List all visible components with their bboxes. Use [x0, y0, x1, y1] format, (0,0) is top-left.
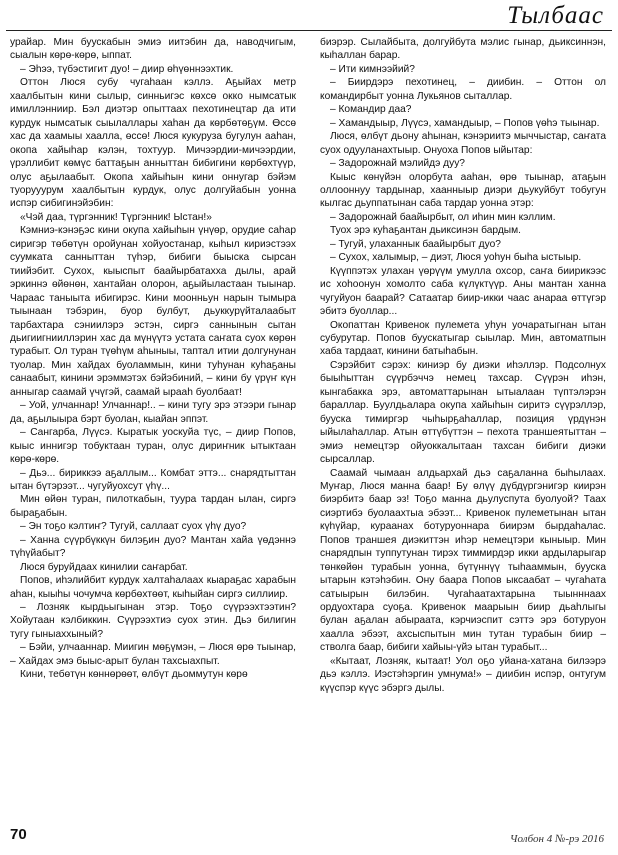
paragraph: Окопаттан Кривенок пулемета уһун уочаратыгнан ытан субурутар. Попов буускатыгар сыылар. Мин, автоматпын хаба тардаат, кинини батыһабын. — [320, 319, 606, 358]
paragraph: Кыыс көнүйэн олорбута ааһан, өрө тыынар, атаҕын оллооннуу тардынар, хаанныыр диэри дьукуйбут тобугун кылгас дьуппатынан саба тардар уонна этэр: — [320, 171, 606, 210]
paragraph: Туох эрэ куһаҕантан дьиксинэн бардым. — [330, 225, 521, 237]
paragraph: – Уой, улчаннар! Улчаннар!.. – кини тугу эрэ этээри гынар да, аҕылыыра бэрт буолан, кыайан эппэт. — [10, 400, 296, 425]
paragraph: – Лозняк кырдьыгынан этэр. Тоҕо сүүрээхтээтин? Хойутаан кэлбиккин. Сүүрээхтиэ суох этин. Дьэ билигин тугу гыныаххыный? — [10, 602, 296, 640]
paragraph: – Дьэ... бириккээ аҕаллым... Комбат эттэ... снарядтыттан ытан бүтэрээт... чугуйуохсут үһү... — [10, 467, 296, 492]
paragraph: Кэмниэ-кэнэҕэс кини окупа хайыһын үнүөр, орудие саһар сиригэр төбөтүн оройунан хойуостанар, кыһыл кириэстээх суумката санныттан түһэр, бибиги быыска сырсан тиийэбит. Сухох, кыыспыт баайырбатахха дылы, арай эркиннэ өйөнөн, хантайан олорон, аҕыйыластаан тыынар. Чараас таныыта ибигирэс. Кини моонньун нарын тымыра тыынаан тэбэрин, буор булбут, дьуккурүйталаабыт тарбахтара сэниилэрэ эстэн, сиргэ саннынын сытан дьигиигнииллэрин хас да мүнүүтэ устата саҥата суох көрөн турабыт. Ол туран түөһүм аһыныы, таптал итии долгунунан туолар. Мин хайдах буоламмын, кини туһунан куһаҕаны санаабыт, кинини эрэммэтэх бэйэбиний, – кини бу үрүҥ күн анныгар саамай үчүгэй, саамай ырааһ буолбаат! — [10, 225, 296, 398]
page-header — [0, 0, 618, 32]
paragraph: – Задорожнай мэлийдэ дуу? — [330, 158, 465, 170]
page-number: 70 — [10, 826, 27, 843]
paragraph: Сэрэйбит сэрэх: киниэр бу диэки иһэллэр. Подсолнух быыһыттан сүүрбэччэ немец тахсар. Сүүрэн иһэн, кынгабакка эрэ, автоматтарынан ытыалаан түптэлэрэн бараллар. Буулдьалара окупа хайыһын сиритэ сүүрэллэр, бууска тимиргэр чыһырҕаһаллар, позиция үрдүнэн ыйылаһаллар. Атын өттүбүттэн – пехота траншеятыттан – эмиэ немецтэр ойуоккалытаан тахсан бибиги диэки сырсаллар. — [320, 359, 606, 466]
paragraph: «Чэй даа, түргэнник! Түргэнник! Ыстан!» — [20, 211, 212, 223]
left-column — [10, 36, 296, 682]
paragraph: – Задорожнай баайырбыт, ол иһин мин кэллим. — [330, 211, 556, 223]
paragraph: Мин өйөн туран, пилоткабын, туура тардан ылан, сиргэ быраҕабын. — [10, 494, 296, 519]
paragraph: – Бэйи, улчааннар. Миигин мөҕүмэн, – Люся өрө тыынар, – Хайдах эмэ быыс-арыт булан тахсыахпыт. — [10, 642, 296, 667]
section-title: Тылбаас — [507, 2, 604, 29]
paragraph: – Хамандыыр, Лүүсэ, хамандыыр, – Попов үөһэ тыынар. — [330, 117, 600, 129]
paragraph: биэрэр. Сылайбыта, долгуйбута мэлис гынар, дьиксиннэн, кыһаллан барар. — [320, 37, 606, 62]
paragraph: – Биирдэрэ пехотинец, – диибин. – Оттон ол командирбыт уонна Лукьянов сыталлар. — [320, 77, 606, 102]
paragraph: – Тугуй, улаханнык баайырбыт дуо? — [330, 238, 501, 250]
paragraph: – Командир даа? — [330, 104, 412, 116]
paragraph: Саамай чымаан алдьархай дьэ саҕаланна быһылаах. Муҥар, Люся манна баар! Бу өлүү дүбдүргэнигэр киирэн биэрбитэ баар эз! Тоҕо манна дьулуспута буолуой? Таах сиэртибэ буолаахтыа эбээт... Кривенок пулеметынан ытан күһүйар, кураанах ботуруоннара биирэм бырдаһалас. Попов траншея диэкиттэн иһэр немецтэри кыныыр. Мин снарядпын туппутунан тирэх тиммирдэр икки ардыларыгар төнкөйөн турабын уонна, бүтүннүү тыһааммын, бууска ытарын кэтэһэбин. Ону баара Попов ыксаабат – чугаһата сатыырын билэбин. Чугаһаатахтарына тыынннаах ордуохтара суоҕа. Кривенок маарыын биир дьаһлыгы булан аҕалан абыраата, кэрчиэспит сэттэ эрэ ботуруон хаалла эбээт, ахсыспытын мин тутан турабын биир – стволга баар, бибиги хайыы-үйэ ытан турабыт... — [320, 467, 606, 654]
paragraph: Оттон Люся субу чугаһаан кэллэ. Аҕыйах метр хаалбытын кини сылыр, синньигэс көхсө окко нымсатык имиллэнниир. Бэл диэтэр опыттаах пехотинецтар да ити курдук нымсатык сыылаллары хаһан да көрбөтөҕүм. Өссө хас да хаамыы хаалла, өссө! Люся кукуруза бугулун ааһан, окопа хайыһар кэлэн, тохтуур. Мичээрдии-мичээрдии, үрэллибит көмүс баттаҕын анныттан бибигини көрбөхтүүр, олус аҕылаабыт. Окопа хайыһын кини оннугар бэйэм туорууурум хаалбытын курдук, олус долгуйабын уонна испэр сибигинэйэбин: — [10, 77, 296, 210]
paragraph: Попов, иһэлийбит курдук халтаһалаах кыараҕас харабын аһан, кыыһы чочумча көрбөхтөөт, кыһыйан сиргэ силлиир. — [10, 575, 296, 600]
paragraph: Кини, тебөтүн көннөрөөт, өлбүт дьоммутун көрө — [20, 669, 248, 681]
paragraph: Күүппэтэх улахан үөрүүм умулла охсор, саҥа биирикээс ис хоhоонун хомолто саба күлүктүүр. Аны мантан ханна чугуйуон баарай? Сатаатар биир-икки чаас анараа өттүгэр эбитэ буоллар... — [320, 265, 606, 318]
right-column — [320, 36, 606, 695]
paragraph: – Ити кимнээйий? — [330, 63, 415, 75]
paragraph: – Сухох, халымыр, – диэт, Люся уоһун быһа ыстыыр. — [330, 252, 582, 264]
paragraph: – Эн тоҕо кэлтиҥ? Тугуй, саллаат суох үһү дуо? — [20, 521, 247, 533]
paragraph: – Сангарба, Лүүсэ. Кыратык уоскуйа түс, – диир Попов, кыыс иннигэр тобуктаан туран, олус дириҥник ытыктаан көрө-көрө. — [10, 427, 296, 466]
journal-issue: Чолбон 4 №-рэ 2016 — [509, 833, 604, 845]
paragraph: – Ханна сүүрбүккүн билэҕин дуо? Мантан хайа үөдэннэ түһүйабыт? — [10, 534, 296, 560]
paragraph: урайар. Мин буускабын эмиэ иитэбин да, наводчигым, сыалын көрө-көрө, ыппат. — [10, 37, 296, 62]
paragraph: – Эһээ, түбэстигит дуо! – диир өһүөннээхтик. — [20, 63, 234, 75]
paragraph: Люся буруйдаах кинилии саҥарбат. — [20, 561, 188, 573]
paragraph: Люся, өлбүт дьону аһынан, кэнэриитэ мыччыстар, саҥата суох одууланахтыыр. Онуоха Попов ыйытар: — [320, 131, 606, 156]
paragraph: «Кытаат, Лозняк, кытаат! Уол оҕо уйана-хатана билээрэ дьэ кэллэ. Иэстэһэргин умнума!» – диибин испэр, онтугум күүспэр күүс эбэргэ дылы. — [320, 655, 606, 694]
header-rule — [6, 30, 612, 31]
